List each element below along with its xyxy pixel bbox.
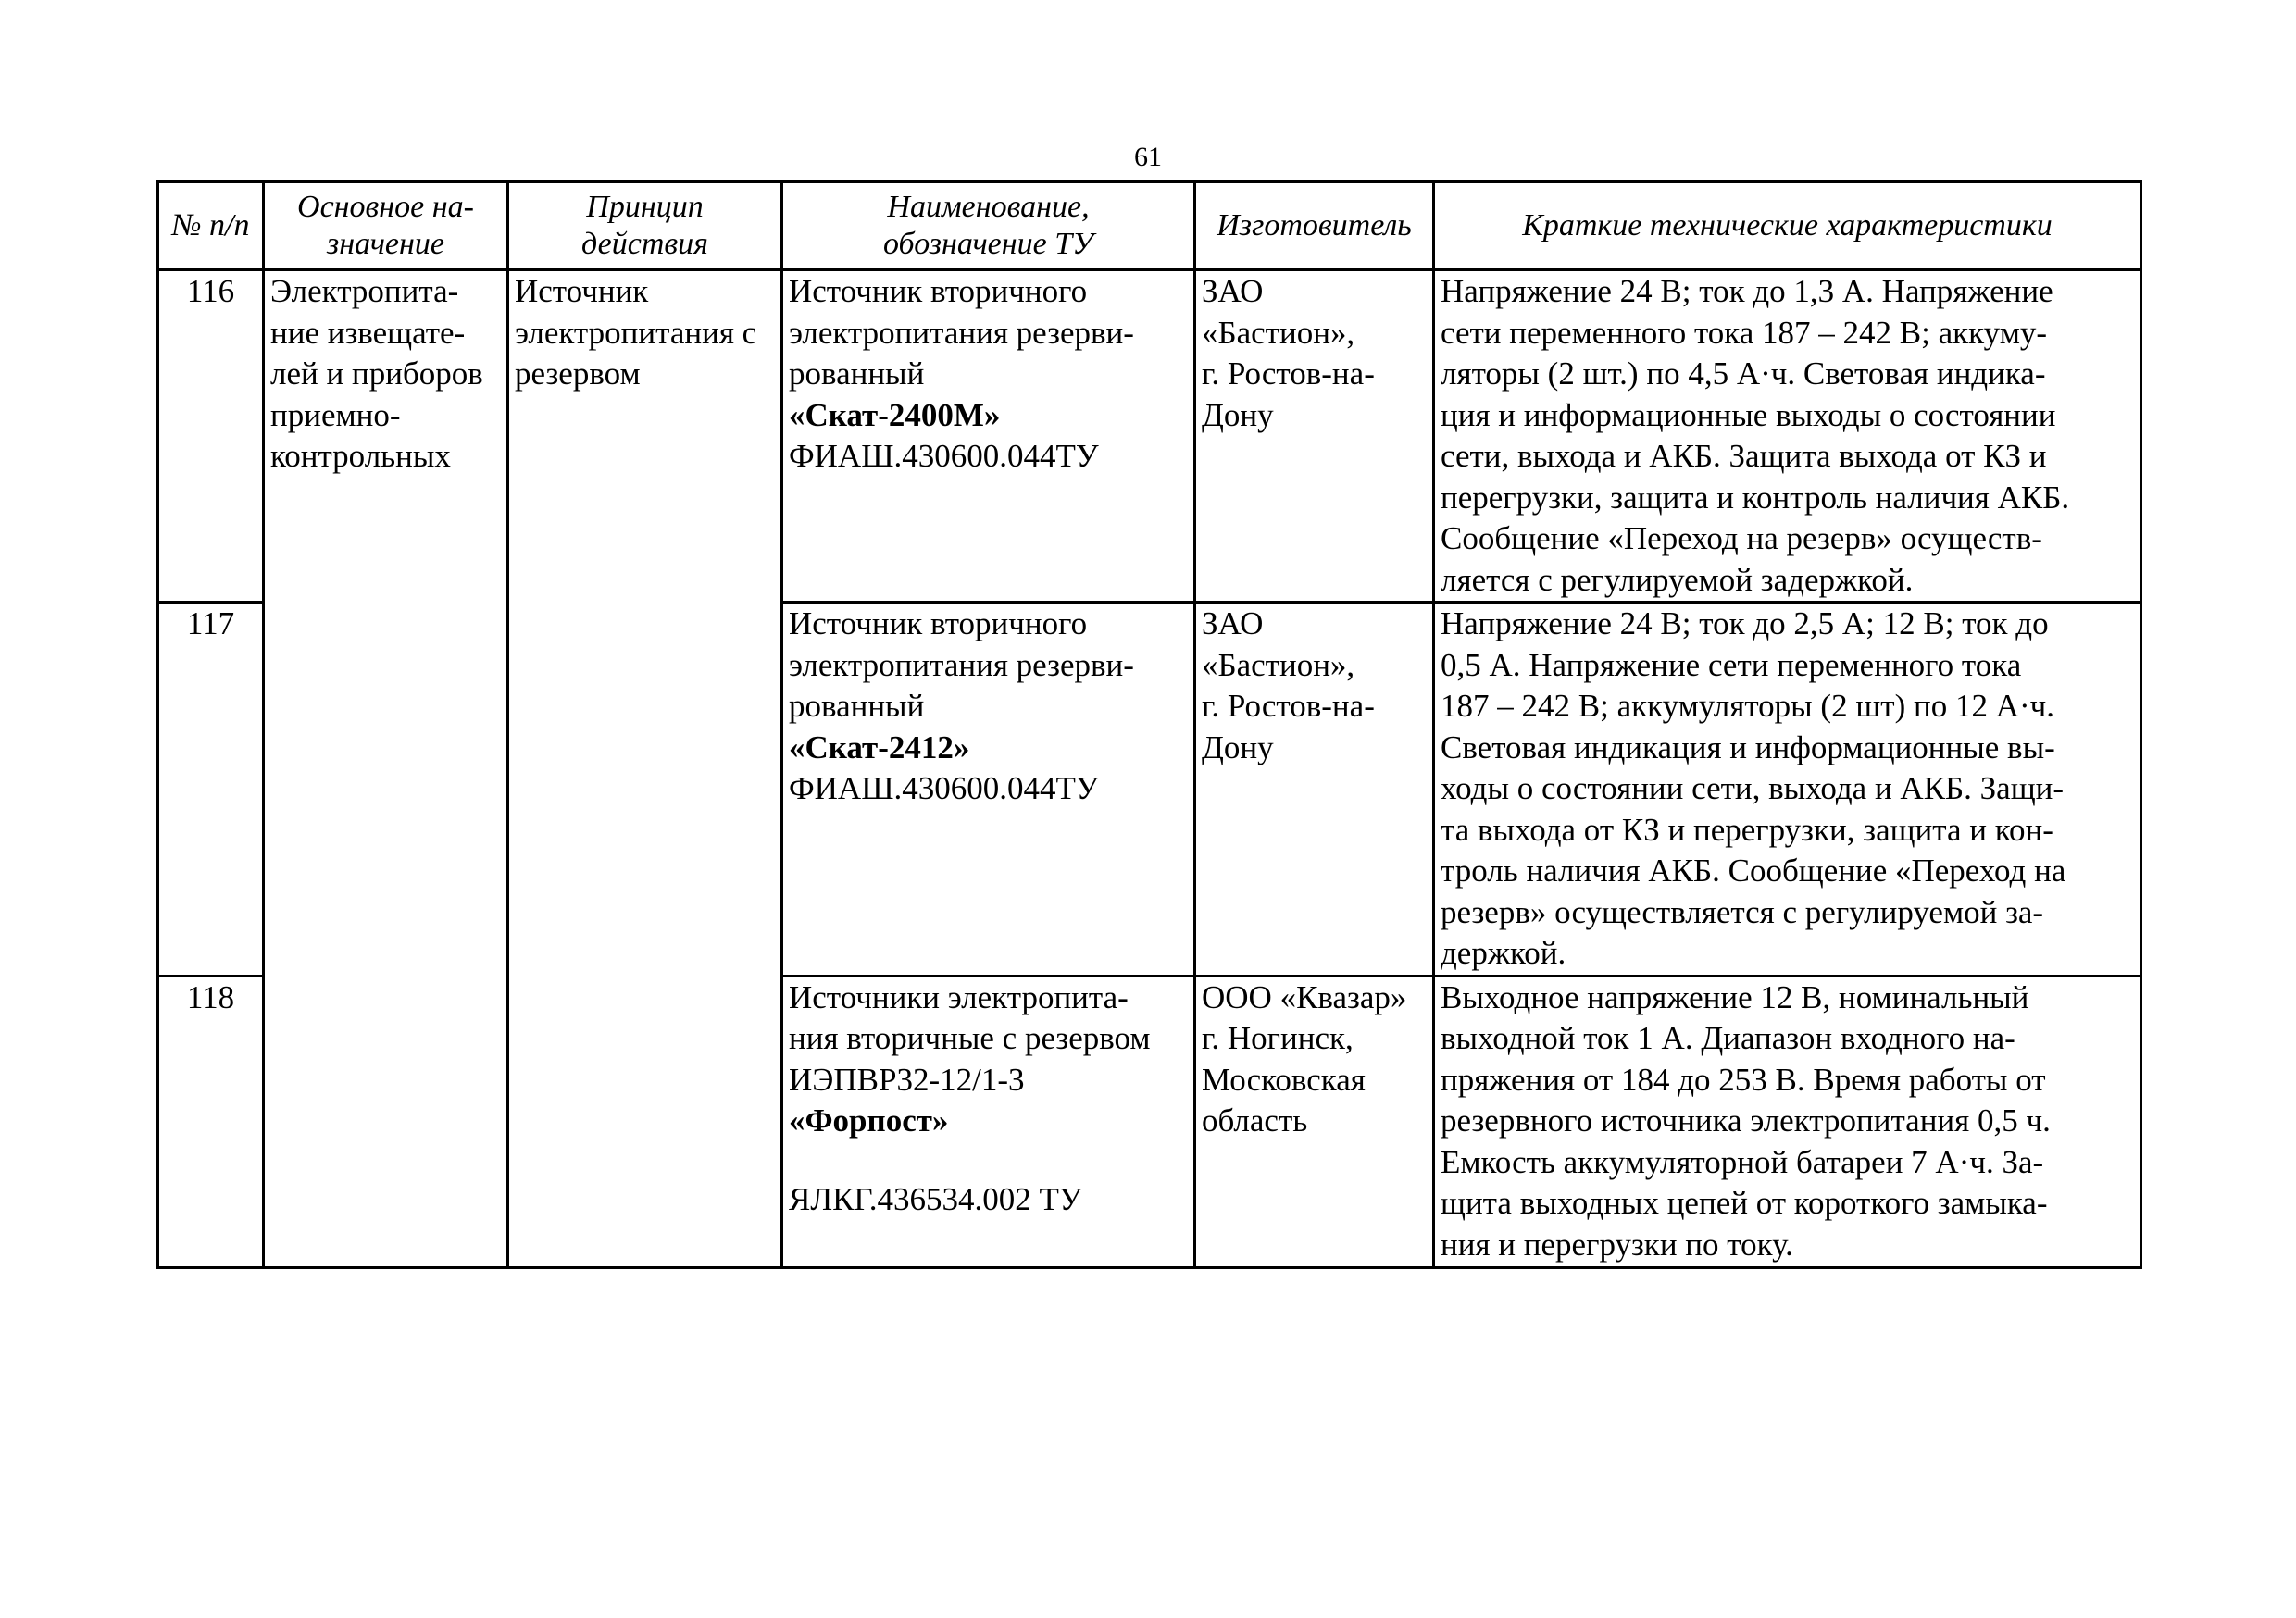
manufacturer-line: г. Ногинск, bbox=[1202, 1020, 1354, 1056]
characteristics-line: Напряжение 24 В; ток до 1,3 А. Напряжение bbox=[1441, 273, 2053, 309]
product-name-line: рованный bbox=[789, 355, 925, 392]
characteristics-line: перегрузки, защита и контроль наличия АКБ. bbox=[1441, 479, 2070, 516]
header-purpose bbox=[264, 182, 508, 270]
characteristics-line: ляется с регулируемой задержкой. bbox=[1441, 561, 1914, 598]
product-model: «Форпост» bbox=[789, 1102, 949, 1139]
product-name-cell bbox=[782, 270, 1195, 603]
product-name-line: рованный bbox=[789, 688, 925, 724]
manufacturer-line: Дону bbox=[1202, 728, 1274, 765]
product-name-line: Источники электропита- bbox=[789, 978, 1129, 1015]
product-spec-code: ЯЛКГ.436534.002 ТУ bbox=[789, 1180, 1082, 1217]
product-name-line: Источник вторичного bbox=[789, 273, 1088, 309]
header-principle bbox=[508, 182, 782, 270]
purpose-line: контрольных bbox=[270, 438, 451, 474]
characteristics-line: 187 – 242 В; аккумуляторы (2 шт) по 12 А·ч. bbox=[1441, 688, 2055, 724]
characteristics-cell bbox=[1434, 603, 2141, 977]
header-name-line-2: обозначение ТУ bbox=[883, 227, 1093, 261]
product-model: «Скат-2400М» bbox=[789, 396, 1001, 433]
characteristics-cell bbox=[1434, 976, 2141, 1267]
characteristics-cell bbox=[1434, 270, 2141, 603]
header-row bbox=[158, 182, 2141, 270]
characteristics-line: ция и информационные выходы о состоянии bbox=[1441, 396, 2056, 433]
characteristics-line: выходной ток 1 А. Диапазон входного на- bbox=[1441, 1020, 2015, 1056]
manufacturer-cell bbox=[1195, 603, 1434, 977]
manufacturer-line: ЗАО bbox=[1202, 605, 1264, 641]
characteristics-line: Сообщение «Переход на резерв» осуществ- bbox=[1441, 520, 2042, 556]
manufacturer-line: Дону bbox=[1202, 396, 1274, 433]
characteristics-line: держкой. bbox=[1441, 935, 1566, 971]
purpose-line: Электропита- bbox=[270, 273, 459, 309]
header-manufacturer: Изготовитель bbox=[1195, 182, 1434, 270]
principle-cell bbox=[508, 270, 782, 1268]
characteristics-line: та выхода от КЗ и перегрузки, защита и кон- bbox=[1441, 811, 2053, 848]
line-gap bbox=[789, 1142, 1188, 1179]
principle-line: резервом bbox=[515, 355, 641, 392]
characteristics-line: резерв» осуществляется с регулируемой за- bbox=[1441, 893, 2044, 930]
manufacturer-line: г. Ростов-на- bbox=[1202, 688, 1375, 724]
product-name-line: ИЭПВР32-12/1-3 bbox=[789, 1061, 1025, 1098]
manufacturer-cell bbox=[1195, 270, 1434, 603]
header-purpose-line-1: Основное на- bbox=[297, 190, 474, 224]
manufacturer-cell bbox=[1195, 976, 1434, 1267]
product-spec-code: ФИАШ.430600.044ТУ bbox=[789, 770, 1099, 806]
characteristics-line: сети, выхода и АКБ. Защита выхода от КЗ и bbox=[1441, 438, 2047, 474]
principle-line: электропитания с bbox=[515, 314, 757, 351]
header-num: № п/п bbox=[158, 182, 264, 270]
manufacturer-line: ЗАО bbox=[1202, 273, 1264, 309]
characteristics-line: 0,5 А. Напряжение сети переменного тока bbox=[1441, 646, 2022, 683]
product-name-line: Источник вторичного bbox=[789, 605, 1088, 641]
table-row bbox=[158, 270, 2141, 603]
characteristics-line: ния и перегрузки по току. bbox=[1441, 1226, 1793, 1263]
manufacturer-line: «Бастион», bbox=[1202, 646, 1355, 683]
header-principle-line-1: Принцип bbox=[586, 190, 704, 224]
characteristics-line: Выходное напряжение 12 В, номинальный bbox=[1441, 978, 2029, 1015]
characteristics-line: ходы о состоянии сети, выхода и АКБ. Защи- bbox=[1441, 770, 2065, 806]
characteristics-line: щита выходных цепей от короткого замыка- bbox=[1441, 1185, 2048, 1221]
product-name-cell bbox=[782, 976, 1195, 1267]
header-name bbox=[782, 182, 1195, 270]
header-principle-line-2: действия bbox=[581, 227, 708, 261]
manufacturer-line: область bbox=[1202, 1102, 1308, 1139]
row-number: 116 bbox=[158, 270, 264, 603]
product-model: «Скат-2412» bbox=[789, 728, 970, 765]
purpose-cell bbox=[264, 270, 508, 1268]
product-name-line: электропитания резерви- bbox=[789, 314, 1134, 351]
characteristics-line: сети переменного тока 187 – 242 В; аккуму- bbox=[1441, 314, 2048, 351]
characteristics-line: ляторы (2 шт.) по 4,5 А·ч. Световая индика- bbox=[1441, 355, 2046, 392]
manufacturer-line: ООО «Квазар» bbox=[1202, 978, 1407, 1015]
characteristics-line: Напряжение 24 В; ток до 2,5 А; 12 В; ток до bbox=[1441, 605, 2049, 641]
characteristics-line: Световая индикация и информационные вы- bbox=[1441, 728, 2055, 765]
product-name-line: ния вторичные с резервом bbox=[789, 1020, 1151, 1056]
characteristics-line: троль наличия АКБ. Сообщение «Переход на bbox=[1441, 853, 2066, 889]
characteristics-line: Емкость аккумуляторной батареи 7 А·ч. За- bbox=[1441, 1143, 2044, 1180]
purpose-line: ние извещате- bbox=[270, 314, 466, 351]
page-number: 61 bbox=[1134, 142, 1162, 172]
product-name-cell bbox=[782, 603, 1195, 977]
manufacturer-line: г. Ростов-на- bbox=[1202, 355, 1375, 392]
equipment-table bbox=[156, 180, 2142, 1269]
purpose-line: приемно- bbox=[270, 396, 401, 433]
product-spec-code: ФИАШ.430600.044ТУ bbox=[789, 438, 1099, 474]
header-purpose-line-2: значение bbox=[327, 227, 444, 261]
header-characteristics: Краткие технические характеристики bbox=[1434, 182, 2141, 270]
row-number: 117 bbox=[158, 603, 264, 977]
principle-line: Источник bbox=[515, 273, 649, 309]
characteristics-line: резервного источника электропитания 0,5 ч. bbox=[1441, 1102, 2051, 1139]
row-number: 118 bbox=[158, 976, 264, 1267]
header-name-line-1: Наименование, bbox=[887, 190, 1090, 224]
purpose-line: лей и приборов bbox=[270, 355, 483, 392]
manufacturer-line: Московская bbox=[1202, 1061, 1366, 1098]
product-name-line: электропитания резерви- bbox=[789, 646, 1134, 683]
manufacturer-line: «Бастион», bbox=[1202, 314, 1355, 351]
characteristics-line: пряжения от 184 до 253 В. Время работы от bbox=[1441, 1061, 2046, 1098]
